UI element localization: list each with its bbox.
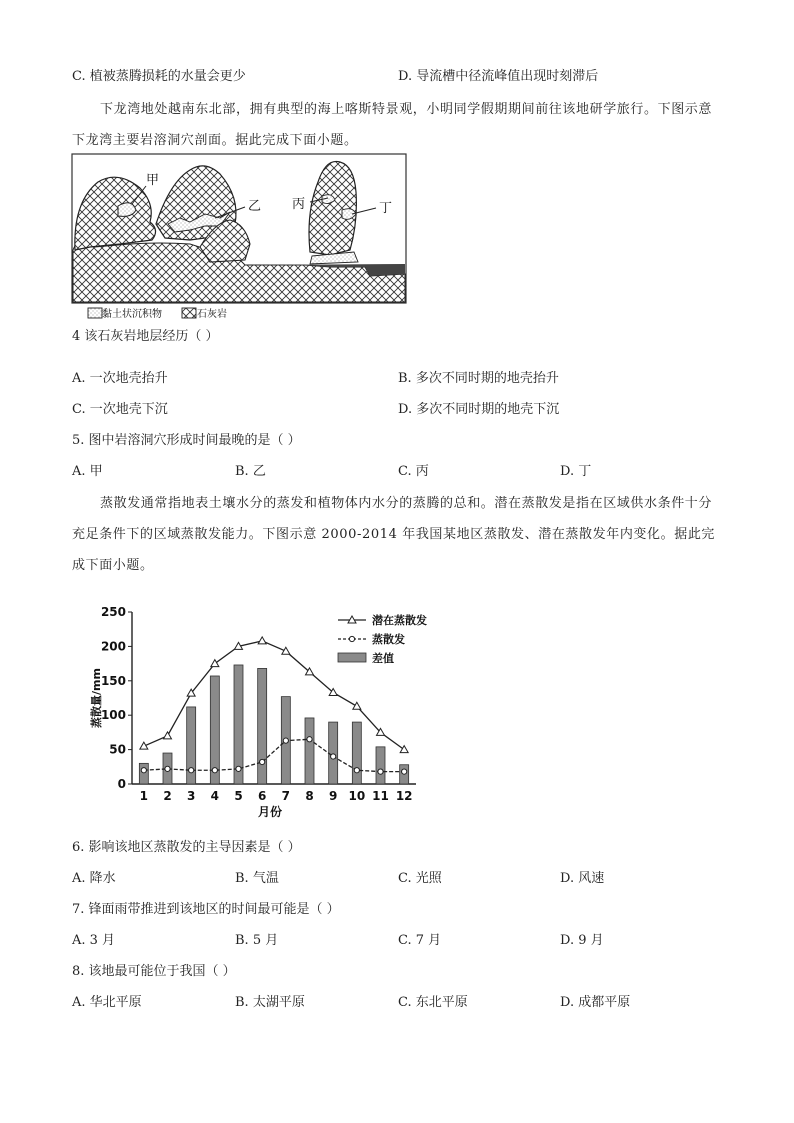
bar-diff-month-10	[352, 722, 361, 784]
q8-stem: 8. 该地最可能位于我国（ ）	[72, 964, 236, 979]
point-actual-et	[354, 768, 359, 773]
y-tick-label: 250	[100, 605, 126, 619]
q5-option-b: B. 乙	[235, 464, 266, 479]
q6-option-c: C. 光照	[398, 871, 442, 886]
q4-option-d: D. 多次不同时期的地壳下沉	[398, 402, 560, 417]
point-actual-et	[141, 768, 146, 773]
q5-option-a: A. 甲	[72, 464, 103, 479]
q4-option-a: A. 一次地壳抬升	[72, 371, 168, 386]
intro-paragraph-evapotranspiration: 蒸散发通常指地表土壤水分的蒸发和植物体内水分的蒸腾的总和。潜在蒸散发是指在区域供水条件十分充足条件下的区域蒸散发能力。下图示意 2000-2014 年我国某地区蒸散发、潜在蒸散发年内变化。据此完成下面小题。	[72, 496, 716, 573]
y-tick-label: 200	[100, 639, 126, 654]
y-tick-label: 0	[117, 777, 126, 791]
label-yi: 乙	[248, 199, 262, 214]
y-tick-label: 100	[100, 708, 126, 723]
x-axis-title: 月份	[257, 805, 283, 819]
label-bing: 丙	[292, 197, 306, 212]
label-ding: 丁	[379, 201, 393, 216]
point-actual-et	[189, 768, 194, 773]
point-actual-et	[402, 769, 407, 774]
bar-diff-month-9	[329, 722, 338, 784]
point-actual-et	[236, 766, 241, 771]
q4-option-c: C. 一次地壳下沉	[72, 402, 168, 417]
x-tick-label: 8	[305, 789, 314, 803]
y-tick-label: 150	[100, 673, 126, 688]
bar-diff-month-8	[305, 718, 314, 784]
legend-swatch-diff	[338, 653, 366, 662]
x-tick-label: 6	[257, 789, 267, 803]
q8-option-c: C. 东北平原	[398, 995, 468, 1010]
q5-stem: 5. 图中岩溶洞穴形成时间最晚的是（ ）	[72, 433, 301, 448]
y-axis-title: 蒸散量/mm	[90, 668, 103, 728]
q7-option-b: B. 5 月	[235, 933, 279, 948]
legend-limestone-swatch	[182, 308, 196, 318]
x-tick-label: 3	[186, 789, 196, 803]
q6-option-a: A. 降水	[72, 871, 116, 886]
bar-diff-month-6	[258, 668, 267, 784]
q8-option-a: A. 华北平原	[72, 995, 142, 1010]
q7-stem: 7. 锋面雨带推进到该地区的时间最可能是（ ）	[72, 902, 340, 917]
point-potential-et	[211, 660, 219, 667]
q5-option-c: C. 丙	[398, 464, 429, 479]
legend-clay-label: 黏土状沉积物	[102, 309, 162, 320]
point-potential-et	[140, 742, 148, 749]
q3-option-d: D. 导流槽中径流峰值出现时刻滞后	[398, 69, 599, 84]
x-tick-label: 10	[348, 789, 366, 803]
evapotranspiration-chart	[88, 598, 460, 820]
point-actual-et	[331, 754, 336, 759]
q4-stem: 4 该石灰岩地层经历（ ）	[72, 329, 219, 344]
legend-label: 蒸散发	[372, 633, 405, 646]
x-tick-label: 4	[210, 789, 220, 803]
point-potential-et	[164, 732, 172, 739]
x-tick-label: 1	[139, 789, 149, 803]
q8-option-b: B. 太湖平原	[235, 995, 305, 1010]
point-actual-et	[283, 738, 288, 743]
point-actual-et	[260, 759, 265, 764]
x-tick-label: 11	[372, 789, 389, 803]
q4-option-b: B. 多次不同时期的地壳抬升	[398, 371, 559, 386]
q7-option-d: D. 9 月	[560, 933, 604, 948]
label-jia: 甲	[146, 173, 160, 188]
bar-diff-month-11	[376, 747, 385, 784]
point-actual-et	[307, 737, 312, 742]
q6-stem: 6. 影响该地区蒸散发的主导因素是（ ）	[72, 840, 301, 855]
line-actual-et	[144, 739, 404, 771]
legend-label: 差值	[372, 652, 394, 665]
q7-option-c: C. 7 月	[398, 933, 442, 948]
q7-option-a: A. 3 月	[72, 933, 116, 948]
x-tick-label: 12	[395, 789, 413, 803]
q8-option-d: D. 成都平原	[560, 995, 631, 1010]
point-actual-et	[165, 766, 170, 771]
q6-option-b: B. 气温	[235, 871, 279, 886]
x-tick-label: 5	[234, 789, 243, 803]
point-potential-et	[282, 647, 290, 654]
point-potential-et	[258, 637, 266, 644]
legend-limestone-label: 石灰岩	[197, 309, 227, 320]
legend-marker-actual-et	[349, 636, 354, 641]
cave-section-figure	[70, 152, 410, 324]
x-tick-label: 9	[328, 789, 338, 803]
q6-option-d: D. 风速	[560, 871, 605, 886]
x-tick-label: 7	[281, 789, 291, 803]
legend-label: 潜在蒸散发	[372, 614, 427, 627]
intro-paragraph-karst: 下龙湾地处越南东北部，拥有典型的海上喀斯特景观，小明同学假期期间前往该地研学旅行。下图示意下龙湾主要岩溶洞穴剖面。据此完成下面小题。	[72, 102, 713, 148]
x-tick-label: 2	[163, 789, 172, 803]
q3-option-c: C. 植被蒸腾损耗的水量会更少	[72, 69, 246, 84]
point-potential-et	[400, 746, 408, 753]
legend-clay-swatch	[88, 308, 102, 318]
point-actual-et	[212, 768, 217, 773]
y-tick-label: 50	[109, 742, 126, 757]
point-potential-et	[353, 702, 361, 709]
q5-option-d: D. 丁	[560, 464, 592, 479]
bar-diff-month-1	[139, 763, 148, 784]
point-actual-et	[378, 769, 383, 774]
